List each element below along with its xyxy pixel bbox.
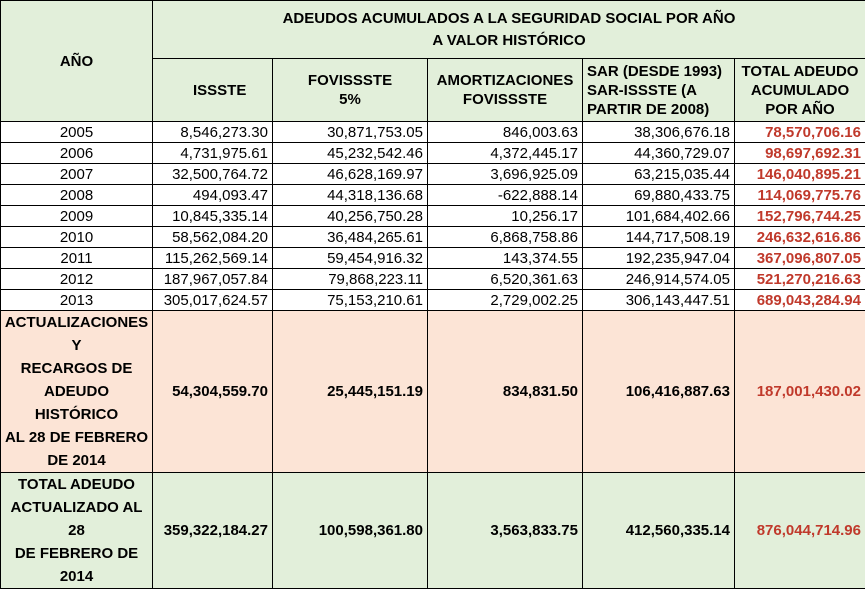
- amort-cell: 4,372,445.17: [428, 143, 583, 164]
- issste-cell: 32,500,764.72: [153, 164, 273, 185]
- issste-cell: 10,845,335.14: [153, 206, 273, 227]
- col-header-amort-line2: FOVISSSTE: [432, 90, 578, 109]
- totals-issste: 359,322,184.27: [153, 473, 273, 589]
- fovissste-cell: 79,868,223.11: [273, 269, 428, 290]
- updates-row: [1, 311, 865, 473]
- updates-issste: 54,304,559.70: [153, 311, 273, 473]
- updates-label-line3: ADEUDO HISTÓRICO: [3, 380, 150, 426]
- totals-label-line4: 2014: [3, 565, 150, 588]
- total-cell: 246,632,616.86: [735, 227, 865, 248]
- col-header-issste: ISSSTE: [153, 59, 273, 122]
- table-row: [1, 143, 865, 164]
- table-row: [1, 290, 865, 311]
- table-title-line1: ADEUDOS ACUMULADOS A LA SEGURIDAD SOCIAL POR AÑO: [157, 8, 861, 30]
- total-cell: 114,069,775.76: [735, 185, 865, 206]
- totals-fovissste: 100,598,361.80: [273, 473, 428, 589]
- updates-label: [1, 311, 153, 473]
- col-header-sar-line1: SAR (DESDE 1993): [587, 62, 730, 81]
- fovissste-cell: 30,871,753.05: [273, 122, 428, 143]
- totals-sar: 412,560,335.14: [583, 473, 735, 589]
- updates-sar: 106,416,887.63: [583, 311, 735, 473]
- col-header-total-line3: POR AÑO: [739, 100, 861, 119]
- fovissste-cell: 36,484,265.61: [273, 227, 428, 248]
- total-cell: 146,040,895.21: [735, 164, 865, 185]
- updates-amort: 834,831.50: [428, 311, 583, 473]
- fovissste-cell: 45,232,542.46: [273, 143, 428, 164]
- col-header-amortizaciones: [428, 59, 583, 122]
- col-header-sar-line2: SAR-ISSSTE (A: [587, 81, 730, 100]
- sar-cell: 69,880,433.75: [583, 185, 735, 206]
- sar-cell: 306,143,447.51: [583, 290, 735, 311]
- table-title-line2: A VALOR HISTÓRICO: [157, 30, 861, 52]
- col-header-total: [735, 59, 865, 122]
- year-cell: 2011: [1, 248, 153, 269]
- updates-fovissste: 25,445,151.19: [273, 311, 428, 473]
- col-header-amort-line1: AMORTIZACIONES: [432, 71, 578, 90]
- amort-cell: -622,888.14: [428, 185, 583, 206]
- issste-cell: 115,262,569.14: [153, 248, 273, 269]
- updates-label-line1: ACTUALIZACIONES Y: [3, 311, 150, 357]
- table-title: [153, 1, 865, 59]
- sar-cell: 192,235,947.04: [583, 248, 735, 269]
- fovissste-cell: 75,153,210.61: [273, 290, 428, 311]
- sar-cell: 44,360,729.07: [583, 143, 735, 164]
- amort-cell: 6,520,361.63: [428, 269, 583, 290]
- totals-label-line1: TOTAL ADEUDO: [3, 473, 150, 496]
- updates-label-line5: DE 2014: [3, 449, 150, 472]
- sar-cell: 38,306,676.18: [583, 122, 735, 143]
- table-row: [1, 269, 865, 290]
- col-header-sar: [583, 59, 735, 122]
- amort-cell: 143,374.55: [428, 248, 583, 269]
- totals-label-line3: DE FEBRERO DE: [3, 542, 150, 565]
- sar-cell: 101,684,402.66: [583, 206, 735, 227]
- total-cell: 152,796,744.25: [735, 206, 865, 227]
- table-row: [1, 227, 865, 248]
- col-header-fovissste-line1: FOVISSSTE: [277, 71, 423, 90]
- sar-cell: 63,215,035.44: [583, 164, 735, 185]
- year-cell: 2009: [1, 206, 153, 227]
- table-row: [1, 248, 865, 269]
- col-header-sar-line3: PARTIR DE 2008): [587, 100, 730, 119]
- total-cell: 78,570,706.16: [735, 122, 865, 143]
- total-cell: 521,270,216.63: [735, 269, 865, 290]
- table-row: [1, 185, 865, 206]
- totals-row: [1, 473, 865, 589]
- total-cell: 367,096,807.05: [735, 248, 865, 269]
- year-cell: 2006: [1, 143, 153, 164]
- year-cell: 2013: [1, 290, 153, 311]
- amort-cell: 10,256.17: [428, 206, 583, 227]
- updates-label-line4: AL 28 DE FEBRERO: [3, 426, 150, 449]
- issste-cell: 187,967,057.84: [153, 269, 273, 290]
- totals-label-line2: ACTUALIZADO AL 28: [3, 496, 150, 542]
- col-header-fovissste: [273, 59, 428, 122]
- fovissste-cell: 44,318,136.68: [273, 185, 428, 206]
- amort-cell: 3,696,925.09: [428, 164, 583, 185]
- year-cell: 2012: [1, 269, 153, 290]
- totals-label: [1, 473, 153, 589]
- table-row: [1, 164, 865, 185]
- amort-cell: 846,003.63: [428, 122, 583, 143]
- year-header: AÑO: [1, 1, 153, 122]
- totals-total: 876,044,714.96: [735, 473, 865, 589]
- col-header-fovissste-line2: 5%: [277, 90, 423, 109]
- issste-cell: 58,562,084.20: [153, 227, 273, 248]
- issste-cell: 305,017,624.57: [153, 290, 273, 311]
- col-header-total-line1: TOTAL ADEUDO: [739, 62, 861, 81]
- fovissste-cell: 40,256,750.28: [273, 206, 428, 227]
- totals-amort: 3,563,833.75: [428, 473, 583, 589]
- issste-cell: 494,093.47: [153, 185, 273, 206]
- updates-total: 187,001,430.02: [735, 311, 865, 473]
- sar-cell: 246,914,574.05: [583, 269, 735, 290]
- year-cell: 2008: [1, 185, 153, 206]
- year-cell: 2005: [1, 122, 153, 143]
- amort-cell: 2,729,002.25: [428, 290, 583, 311]
- amort-cell: 6,868,758.86: [428, 227, 583, 248]
- table-row: [1, 206, 865, 227]
- updates-label-line2: RECARGOS DE: [3, 357, 150, 380]
- year-cell: 2010: [1, 227, 153, 248]
- total-cell: 98,697,692.31: [735, 143, 865, 164]
- issste-cell: 8,546,273.30: [153, 122, 273, 143]
- fovissste-cell: 46,628,169.97: [273, 164, 428, 185]
- sar-cell: 144,717,508.19: [583, 227, 735, 248]
- year-cell: 2007: [1, 164, 153, 185]
- table-row: [1, 122, 865, 143]
- fovissste-cell: 59,454,916.32: [273, 248, 428, 269]
- issste-cell: 4,731,975.61: [153, 143, 273, 164]
- col-header-total-line2: ACUMULADO: [739, 81, 861, 100]
- total-cell: 689,043,284.94: [735, 290, 865, 311]
